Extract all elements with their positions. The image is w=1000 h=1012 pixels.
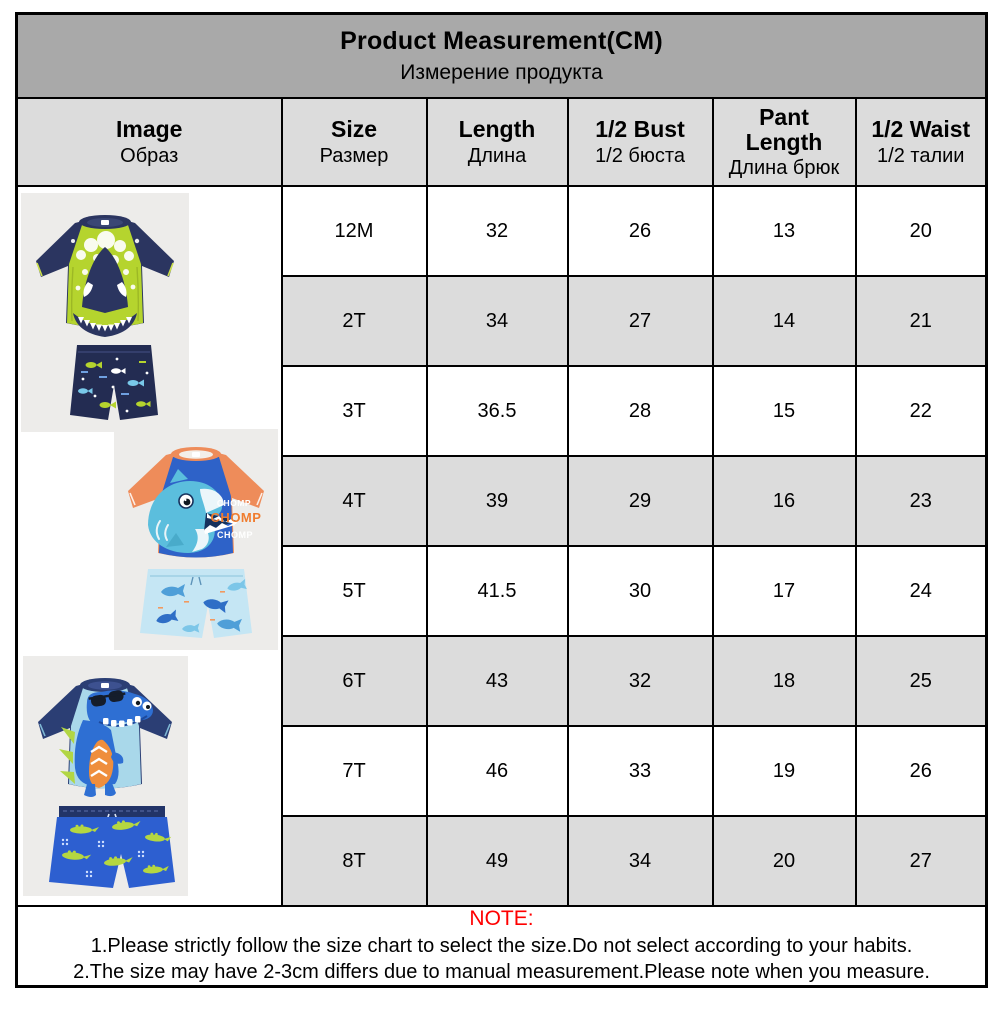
bust-cell: 26 (568, 186, 713, 276)
table-title-en: Product Measurement(CM) (340, 27, 663, 55)
waist-cell: 24 (856, 546, 987, 636)
note-line: 2.The size may have 2-3cm differs due to manual measurement.Please note when you measure. (73, 961, 930, 983)
length-cell: 49 (427, 816, 568, 906)
size-cell: 2T (282, 276, 427, 366)
column-header-pant-length-en: Pant Length (745, 103, 823, 155)
note-section (17, 906, 987, 987)
bust-cell: 34 (568, 816, 713, 906)
pant-cell: 14 (713, 276, 856, 366)
column-header-length-ru: Длина (467, 144, 527, 167)
size-cell: 3T (282, 366, 427, 456)
column-header-image (17, 98, 282, 186)
waist-cell: 21 (856, 276, 987, 366)
pant-cell: 18 (713, 636, 856, 726)
shorts-graphic (140, 569, 252, 638)
length-cell: 43 (427, 636, 568, 726)
waist-cell: 25 (856, 636, 987, 726)
table-row (17, 186, 987, 276)
note-heading: NOTE: (469, 907, 534, 930)
length-cell: 34 (427, 276, 568, 366)
pant-cell: 15 (713, 366, 856, 456)
column-header-bust-ru: 1/2 бюста (595, 144, 685, 167)
svg-text:CHOMP: CHOMP (216, 498, 252, 508)
title-row (17, 14, 987, 99)
length-cell: 36.5 (427, 366, 568, 456)
pant-cell: 13 (713, 186, 856, 276)
column-header-bust-en: 1/2 Bust (595, 116, 685, 143)
length-cell: 32 (427, 186, 568, 276)
table-title-ru: Измерение продукта (400, 61, 603, 84)
svg-text:CHOMP: CHOMP (210, 510, 262, 525)
column-header-size-en: Size (330, 116, 378, 143)
product-photo-blue-shark-chomp-set (114, 429, 278, 650)
bust-cell: 33 (568, 726, 713, 816)
length-cell: 39 (427, 456, 568, 546)
column-header-waist-ru: 1/2 талии (877, 144, 965, 167)
column-header-image-ru: Образ (120, 144, 179, 167)
column-header-length-en: Length (458, 116, 536, 143)
bust-cell: 28 (568, 366, 713, 456)
shorts-graphic (49, 806, 175, 888)
bust-cell: 27 (568, 276, 713, 366)
length-cell: 41.5 (427, 546, 568, 636)
size-cell: 7T (282, 726, 427, 816)
waist-cell: 26 (856, 726, 987, 816)
size-cell: 5T (282, 546, 427, 636)
svg-text:CHOMP: CHOMP (217, 530, 253, 540)
size-cell: 4T (282, 456, 427, 546)
bust-cell: 30 (568, 546, 713, 636)
size-chart-table (15, 12, 988, 988)
column-header-size-ru: Размер (319, 144, 389, 167)
column-header-length (427, 98, 568, 186)
note-row (17, 906, 987, 987)
column-header-image-en: Image (116, 116, 183, 143)
column-header-pant-length-ru: Длина брюк (728, 157, 840, 180)
pant-cell: 16 (713, 456, 856, 546)
waist-cell: 27 (856, 816, 987, 906)
pant-cell: 20 (713, 816, 856, 906)
bust-cell: 29 (568, 456, 713, 546)
column-header-bust (568, 98, 713, 186)
size-cell: 8T (282, 816, 427, 906)
header-row (17, 98, 987, 186)
column-header-waist (856, 98, 987, 186)
note-line: 1.Please strictly follow the size chart to select the size.Do not select according to your habits. (90, 935, 913, 957)
column-header-size (282, 98, 427, 186)
image-column-cell (17, 186, 282, 906)
table-title (17, 14, 987, 99)
column-header-pant-length (713, 98, 856, 186)
waist-cell: 23 (856, 456, 987, 546)
waist-cell: 20 (856, 186, 987, 276)
product-photo-stack (18, 187, 281, 905)
pant-cell: 19 (713, 726, 856, 816)
product-photo-green-shark-set (21, 193, 189, 432)
pant-cell: 17 (713, 546, 856, 636)
size-cell: 6T (282, 636, 427, 726)
length-cell: 46 (427, 726, 568, 816)
bust-cell: 32 (568, 636, 713, 726)
size-cell: 12M (282, 186, 427, 276)
product-photo-blue-crocodile-set (23, 656, 188, 896)
column-header-waist-en: 1/2 Waist (871, 116, 971, 143)
waist-cell: 22 (856, 366, 987, 456)
